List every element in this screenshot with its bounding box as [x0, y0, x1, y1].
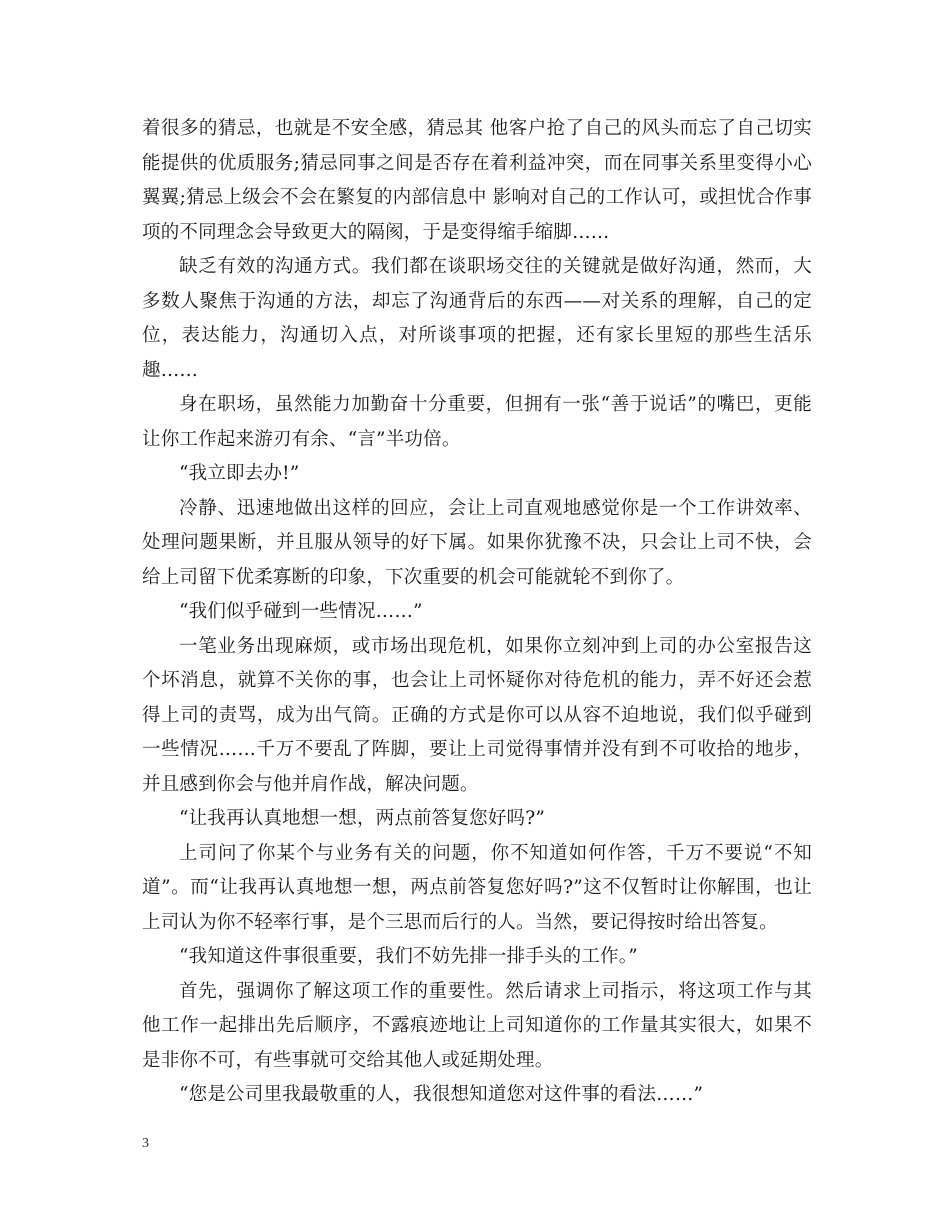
- quote-heading-1: “我立即去办!”: [179, 463, 300, 484]
- quote-heading-2: “我们似乎碰到一些情况……”: [179, 601, 423, 622]
- paragraph-7: 首先，强调你了解这项工作的重要性。然后请求上司指示，将这项工作与其他工作一起排出先后顺序，不露痕迹地让上司知道你的工作量其实很大，如果不是非你不可，有些事就可交给其他人或延期处理。: [142, 980, 812, 1071]
- paragraph-2: 缺乏有效的沟通方式。我们都在谈职场交往的关键就是做好沟通，然而，大多数人聚焦于沟通的方法，却忘了沟通背后的东西——对关系的理解，自己的定位，表达能力，沟通切入点，对所谈事项的把握，还有家长里短的那些生活乐趣……: [142, 256, 812, 381]
- paragraph-4: 冷静、迅速地做出这样的回应，会让上司直观地感觉你是一个工作讲效率、处理问题果断，并且服从领导的好下属。如果你犹豫不决，只会让上司不快，会给上司留下优柔寡断的印象，下次重要的机会可能就轮不到你了。: [142, 497, 812, 588]
- page-number: 3: [142, 1136, 149, 1151]
- paragraph-5: 一笔业务出现麻烦，或市场出现危机，如果你立刻冲到上司的办公室报告这个坏消息，就算不关你的事，也会让上司怀疑你对待危机的能力，弄不好还会惹得上司的责骂，成为出气筒。正确的方式是你可以从容不迫地说，我们似乎碰到一些情况……千万不要乱了阵脚，要让上司觉得事情并没有到不可收拾的地步，并且感到你会与他并肩作战，解决问题。: [142, 635, 812, 795]
- quote-heading-5: “您是公司里我最敬重的人，我很想知道您对这件事的看法……”: [179, 1084, 704, 1105]
- document-page: [142, 112, 812, 1113]
- paragraph-6: 上司问了你某个与业务有关的问题，你不知道如何作答，千万不要说“不知道”。而“让我再认真地想一想，两点前答复您好吗?”这不仅暂时让你解围，也让上司认为你不轻率行事，是个三思而后行的人。当然，要记得按时给出答复。: [142, 842, 812, 933]
- paragraph-1: 着很多的猜忌，也就是不安全感，猜忌其 他客户抢了自己的风头而忘了自己切实能提供的优质服务;猜忌同事之间是否存在着利益冲突，而在同事关系里变得小心翼翼;猜忌上级会不会在繁复的内部信息中 影响对自己的工作认可，或担忧合作事项的不同理念会导致更大的隔阂，于是变得缩手缩脚……: [142, 118, 812, 243]
- quote-heading-3: “让我再认真地想一想，两点前答复您好吗?”: [179, 808, 546, 829]
- paragraph-3: 身在职场，虽然能力加勤奋十分重要，但拥有一张“善于说话”的嘴巴，更能让你工作起来游刃有余、“言”半功倍。: [142, 394, 812, 450]
- quote-heading-4: “我知道这件事很重要，我们不妨先排一排手头的工作。”: [179, 946, 638, 967]
